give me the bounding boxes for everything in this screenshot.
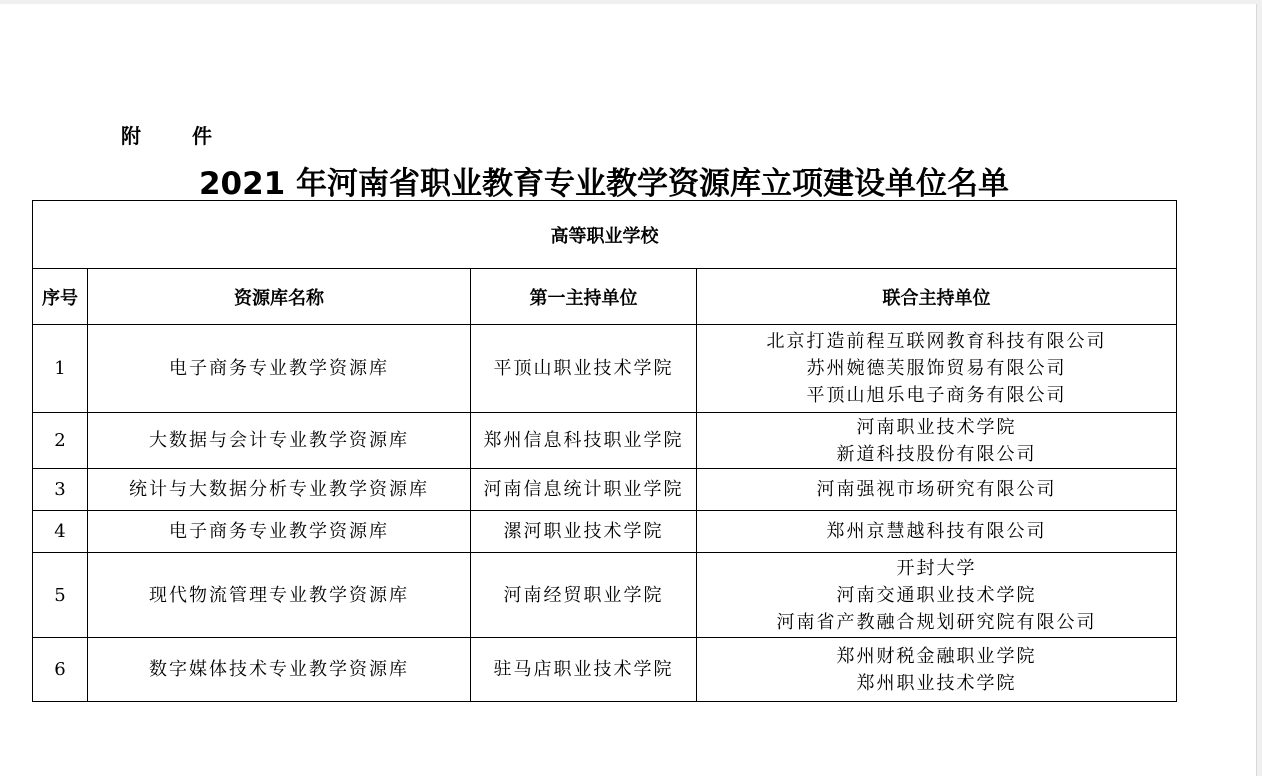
column-header-joint-hosts: 联合主持单位	[697, 269, 1177, 325]
joint-host-unit: 河南职业技术学院	[856, 416, 1017, 438]
row-number: 1	[33, 325, 88, 413]
resource-name: 电子商务专业教学资源库	[88, 511, 471, 553]
joint-host-unit: 郑州京慧越科技有限公司	[826, 521, 1047, 542]
row-number: 4	[33, 511, 88, 553]
first-host-unit: 河南经贸职业学院	[471, 553, 697, 638]
joint-host-units	[697, 413, 1177, 469]
column-header-resource-name: 资源库名称	[88, 269, 471, 325]
joint-host-unit: 新道科技股份有限公司	[836, 443, 1037, 465]
resource-name: 电子商务专业教学资源库	[88, 325, 471, 413]
attachment-label: 附 件	[121, 124, 234, 148]
row-number: 2	[33, 413, 88, 469]
first-host-unit: 郑州信息科技职业学院	[471, 413, 697, 469]
first-host-unit: 驻马店职业技术学院	[471, 638, 697, 702]
joint-host-unit: 开封大学	[896, 557, 977, 579]
joint-host-units	[697, 553, 1177, 638]
joint-host-units	[697, 469, 1177, 511]
row-number: 3	[33, 469, 88, 511]
joint-host-units	[697, 325, 1177, 413]
joint-host-unit: 北京打造前程互联网教育科技有限公司	[766, 331, 1107, 352]
document-page	[0, 4, 1257, 776]
table-row	[33, 511, 1177, 553]
table-row	[33, 553, 1177, 638]
table-row	[33, 325, 1177, 413]
joint-host-unit: 河南省产教融合规划研究院有限公司	[776, 611, 1097, 633]
joint-host-units	[697, 638, 1177, 702]
unit-list-table	[32, 200, 1177, 702]
joint-host-unit: 河南交通职业技术学院	[836, 584, 1037, 606]
row-number: 6	[33, 638, 88, 702]
document-title: 2021 年河南省职业教育专业教学资源库立项建设单位名单	[198, 166, 1010, 202]
first-host-unit: 平顶山职业技术学院	[471, 325, 697, 413]
joint-host-units	[697, 511, 1177, 553]
table-row	[33, 413, 1177, 469]
section-header: 高等职业学校	[33, 201, 1177, 269]
resource-name: 大数据与会计专业教学资源库	[88, 413, 471, 469]
joint-host-unit: 平顶山旭乐电子商务有限公司	[806, 385, 1067, 406]
row-number: 5	[33, 553, 88, 638]
first-host-unit: 漯河职业技术学院	[471, 511, 697, 553]
joint-host-unit: 郑州财税金融职业学院	[836, 645, 1037, 667]
table-row	[33, 638, 1177, 702]
resource-name: 现代物流管理专业教学资源库	[88, 553, 471, 638]
column-header-first-host: 第一主持单位	[471, 269, 697, 325]
column-header-number: 序号	[33, 269, 88, 325]
first-host-unit: 河南信息统计职业学院	[471, 469, 697, 511]
joint-host-unit: 河南强视市场研究有限公司	[816, 479, 1057, 500]
joint-host-unit: 郑州职业技术学院	[856, 672, 1017, 694]
resource-name: 统计与大数据分析专业教学资源库	[88, 469, 471, 511]
table-row	[33, 469, 1177, 511]
joint-host-unit: 苏州婉德芙服饰贸易有限公司	[806, 358, 1067, 379]
resource-name: 数字媒体技术专业教学资源库	[88, 638, 471, 702]
